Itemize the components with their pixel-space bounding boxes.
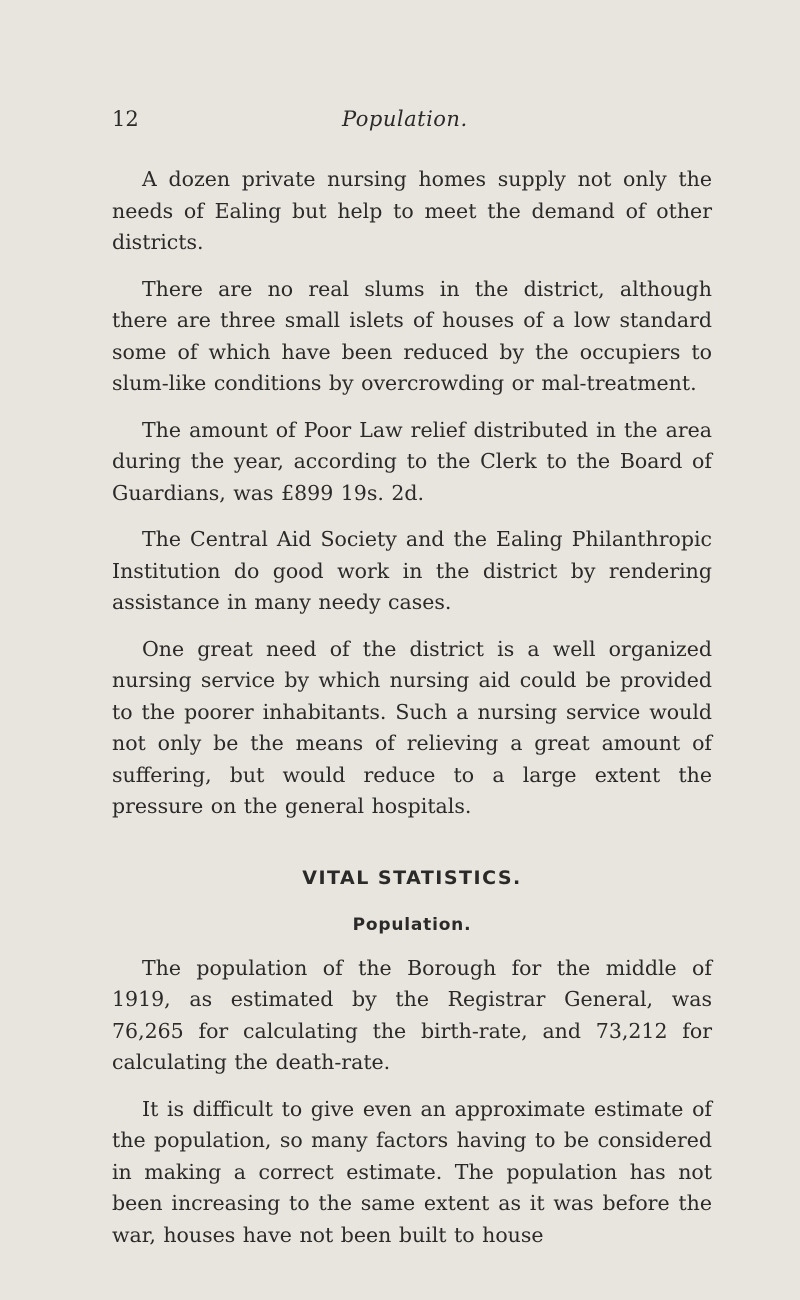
page-number: 12 <box>112 107 139 131</box>
section-heading-vital-statistics: VITAL STATISTICS. <box>302 866 522 889</box>
paragraph-population-estimate: The population of the Borough for the middle of 1919, as estimated by the Registrar General, was 76,265 for calculating the birth-rate, and 73,212 for calculating the death-rate. <box>112 955 712 1074</box>
paragraph-poor-law-relief: The amount of Poor Law relief distributed in the area during the year, according to the Clerk to the Board of Guardians, was £899 19s. 2d. <box>112 417 712 505</box>
paragraph-central-aid-society: The Central Aid Society and the Ealing Philanthropic Institution do good work in the district by rendering assistance in many needy cases. <box>112 527 712 614</box>
running-title: Population. <box>342 107 468 131</box>
page-body <box>112 164 712 1266</box>
page-header <box>112 104 712 134</box>
paragraph-slums: There are no real slums in the district, although there are three small islets of houses of a low standard some of which have been reduced by the occupiers to slum-like conditions by overcrowding or mal-treatment. <box>112 276 712 395</box>
paragraph-population-difficulty: It is difficult to give even an approximate estimate of the population, so many factors having to be considered in making a correct estimate. The population has not been increasing to the same extent as it was before the war, houses have not been built to house <box>112 1096 712 1247</box>
sub-heading-population: Population. <box>352 914 472 935</box>
paragraph-nursing-service: One great need of the district is a well organized nursing service by which nursing aid could be provided to the poorer inhabitants. Such a nursing service would not only be the means of relieving a great amount of suffering, but would reduce to a large extent the pressure on the general hospitals. <box>112 636 712 818</box>
paragraph-nursing-homes: A dozen private nursing homes supply not only the needs of Ealing but help to meet the demand of other districts. <box>112 167 712 254</box>
